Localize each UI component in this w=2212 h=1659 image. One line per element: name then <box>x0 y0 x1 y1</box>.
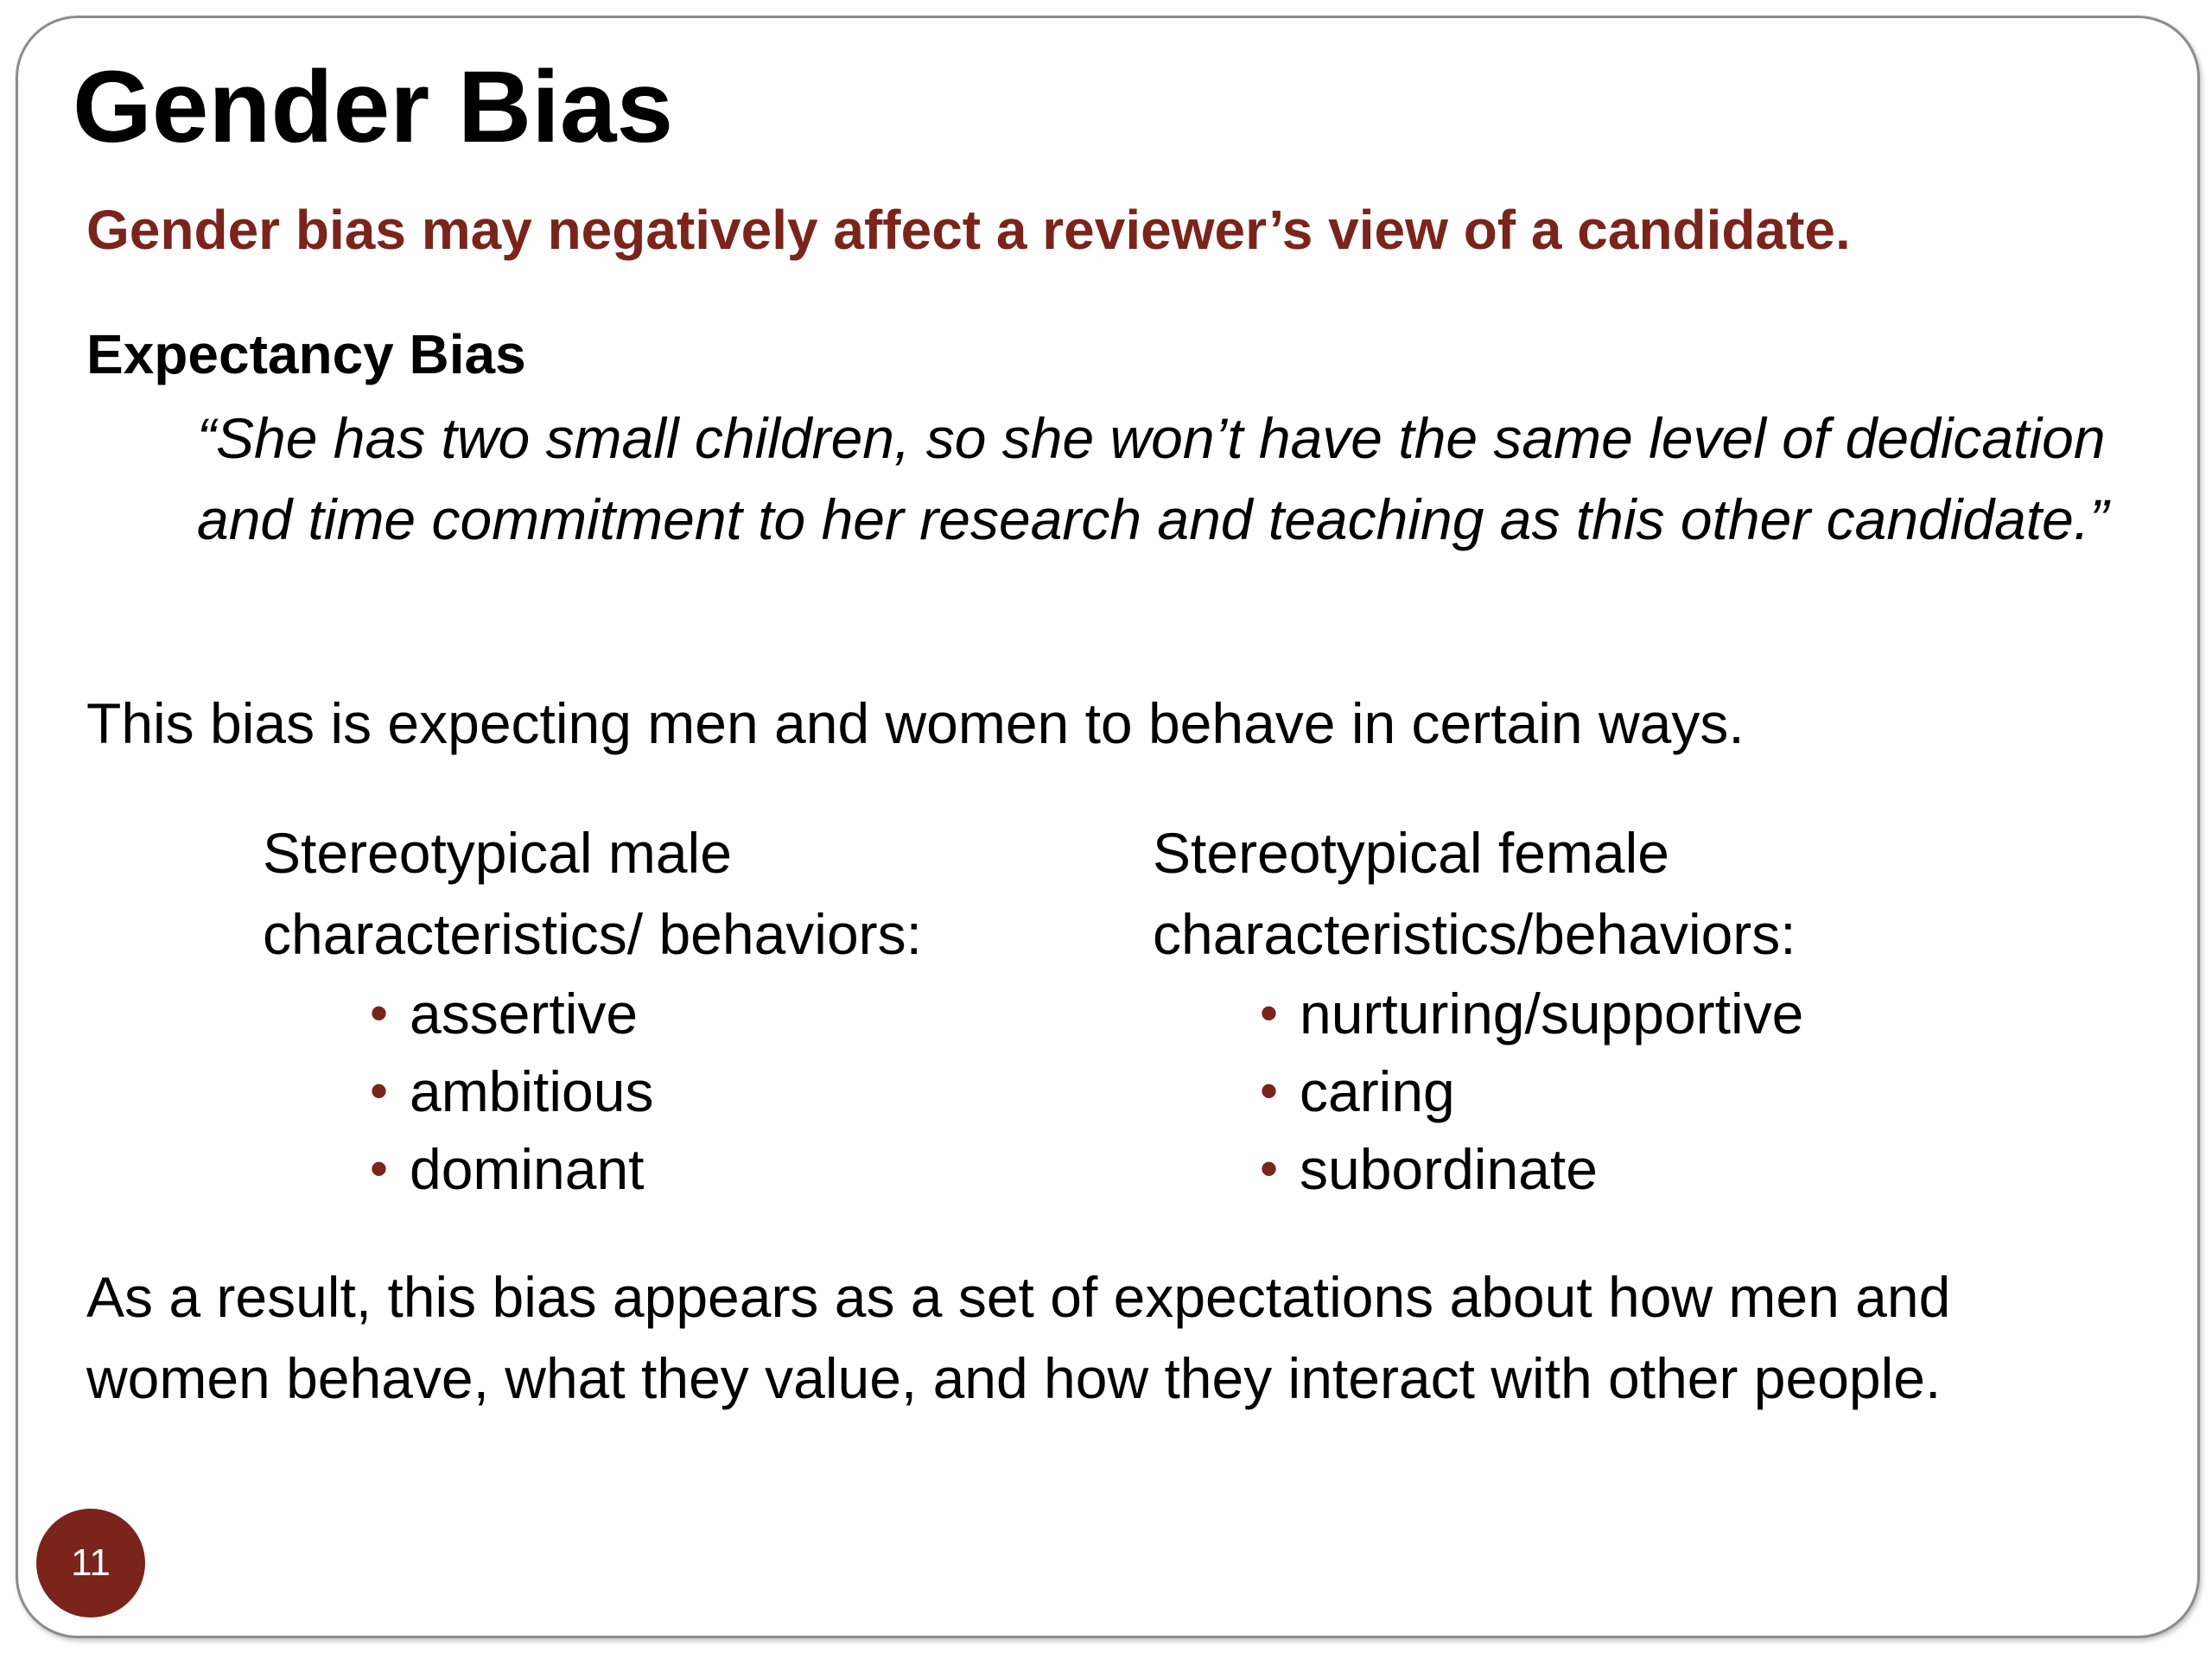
page-number-badge: 11 <box>36 1509 145 1618</box>
list-item-label: caring <box>1300 1059 1455 1123</box>
list-item-label: subordinate <box>1300 1137 1598 1201</box>
bullet-icon: • <box>1260 984 1279 1042</box>
bullet-icon: • <box>370 1062 389 1120</box>
male-characteristics-column <box>263 812 1092 1208</box>
list-item-label: assertive <box>410 982 639 1046</box>
list-item <box>370 1130 1092 1208</box>
list-item-label: nurturing/supportive <box>1300 982 1804 1046</box>
slide-title: Gender Bias <box>73 50 674 164</box>
list-item-label: dominant <box>410 1137 645 1201</box>
list-item-label: ambitious <box>410 1059 654 1123</box>
female-characteristics-column <box>1153 812 2120 1208</box>
bullet-icon: • <box>1260 1140 1279 1198</box>
bullet-icon: • <box>370 984 389 1042</box>
male-column-heading-line2: characteristics/ behaviors: <box>263 902 922 966</box>
female-column-heading-line2: characteristics/behaviors: <box>1153 902 1796 966</box>
section-heading: Expectancy Bias <box>86 323 526 385</box>
male-characteristics-list <box>263 975 1092 1208</box>
list-item <box>1260 1052 2120 1130</box>
list-item <box>1260 975 2120 1052</box>
bullet-icon: • <box>1260 1062 1279 1120</box>
slide-subtitle: Gender bias may negatively affect a reviewer’s view of a candidate. <box>86 199 1851 261</box>
female-column-heading-line1: Stereotypical female <box>1153 821 1669 885</box>
list-item <box>370 1052 1092 1130</box>
bullet-icon: • <box>370 1140 389 1198</box>
list-item <box>1260 1130 2120 1208</box>
male-column-heading-line1: Stereotypical male <box>263 821 732 885</box>
example-quote: “She has two small children, so she won’t have the same level of dedication and time commitment to her research and teaching as this other candidate.” <box>197 406 2109 551</box>
conclusion-text: As a result, this bias appears as a set of expectations about how men and women behave, what they value, and how they interact with other people. <box>86 1265 1951 1410</box>
female-characteristics-list <box>1153 975 2120 1208</box>
list-item <box>370 975 1092 1052</box>
bias-statement: This bias is expecting men and women to behave in certain ways. <box>86 691 1745 755</box>
